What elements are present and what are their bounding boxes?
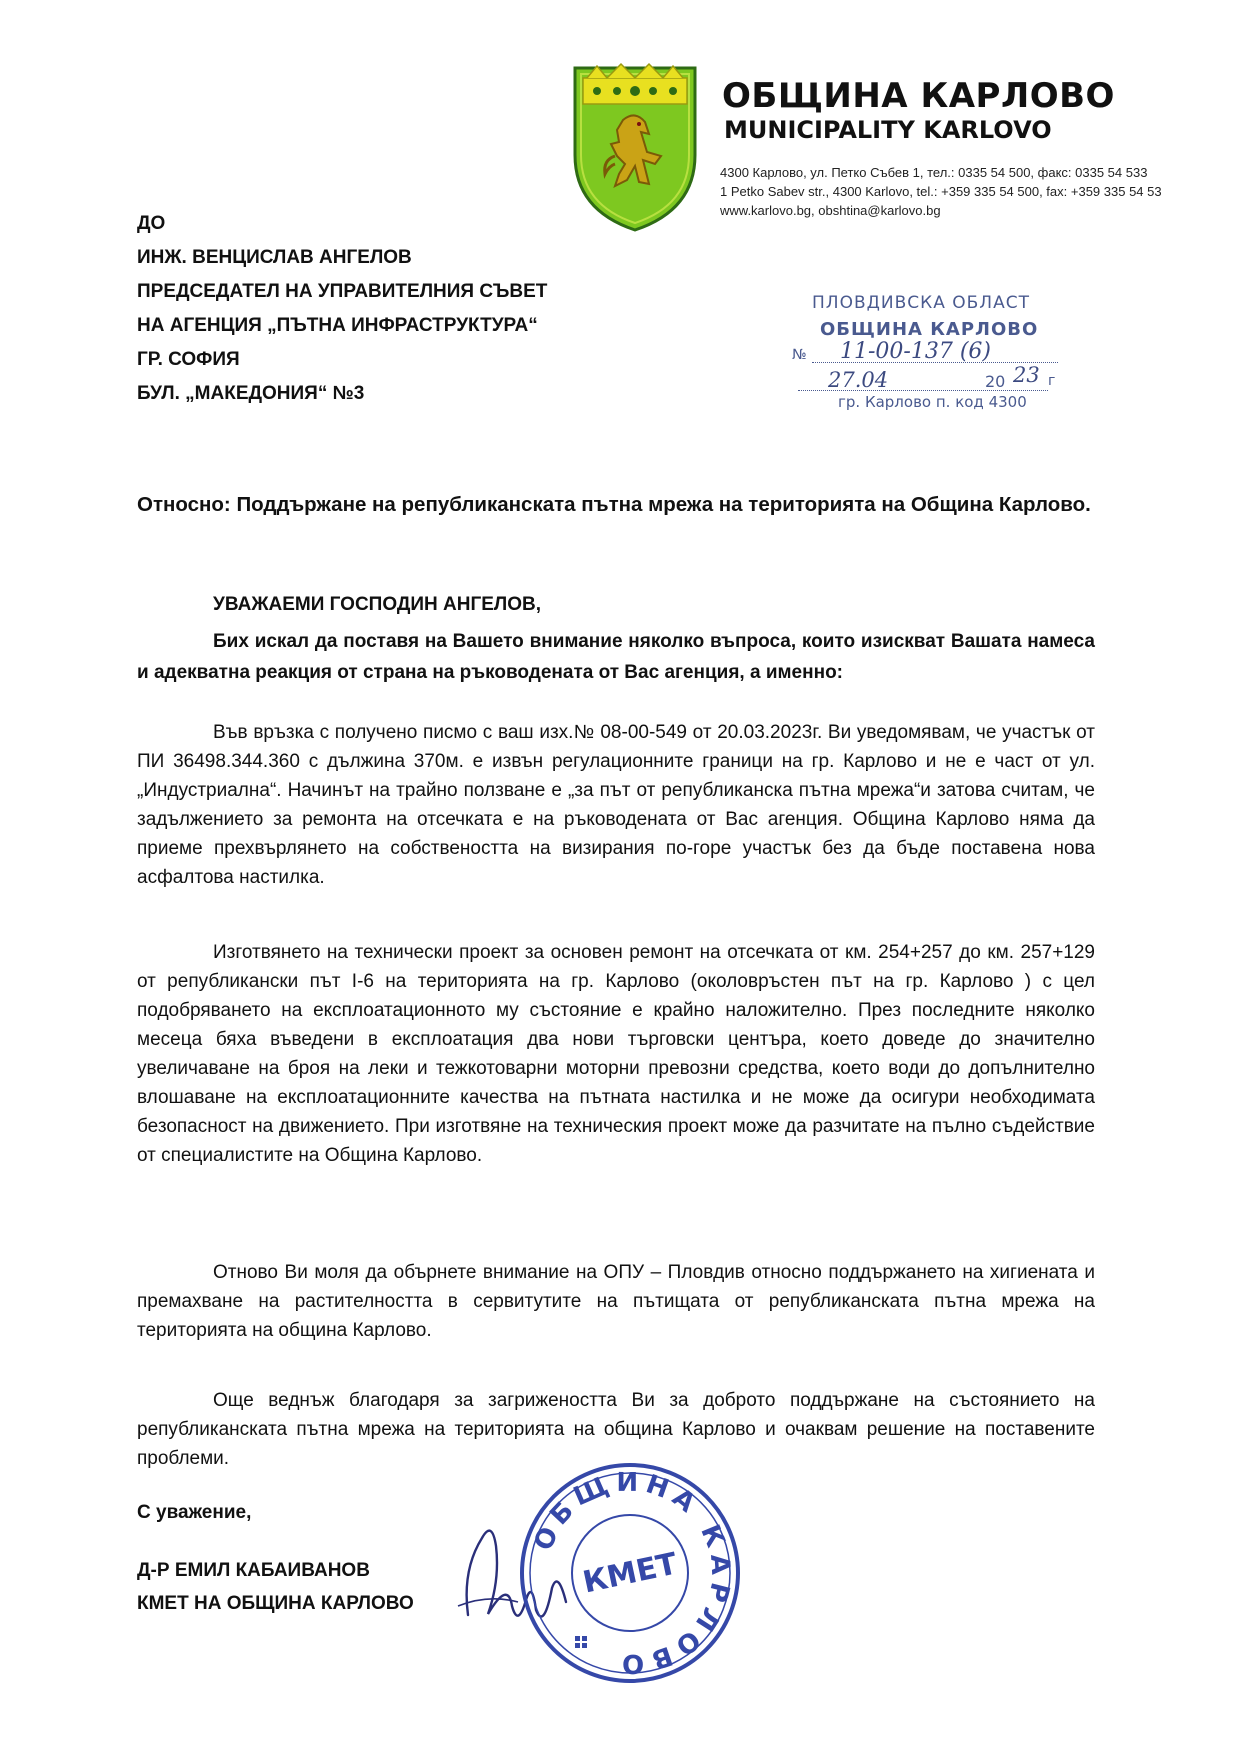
seal-center-text: КМЕТ (579, 1546, 681, 1601)
registration-stamp (780, 293, 1080, 418)
closing: С уважение, (137, 1502, 252, 1523)
recipient-name: ИНЖ. ВЕНЦИСЛАВ АНГЕЛОВ (137, 247, 412, 268)
stamp-city: гр. Карлово п. код 4300 (838, 393, 1027, 411)
signatory-name: Д-Р ЕМИЛ КАБАИВАНОВ (137, 1560, 370, 1581)
stamp-number-label: № (792, 347, 807, 363)
seal-ring-text: ОБЩИНА КАРЛОВО (528, 1467, 736, 1679)
body-paragraph-4: Още веднъж благодаря за загрижеността Ви за доброто поддържане на състоянието на републиканската пътна мрежа на територията на община Карлово и очаквам решение на поставените проблеми. (137, 1390, 1095, 1469)
stamp-date-handwritten: 27.04 (828, 368, 889, 392)
municipality-name-bg: ОБЩИНА КАРЛОВО (722, 76, 1115, 116)
stamp-region: ПЛОВДИВСКА ОБЛАСТ (812, 293, 1030, 313)
contact-line: www.karlovo.bg, obshtina@karlovo.bg (720, 203, 941, 218)
recipient-agency: НА АГЕНЦИЯ „ПЪТНА ИНФРАСТРУКТУРА“ (137, 315, 538, 336)
stamp-year-handwritten: 23 (1013, 363, 1040, 387)
stamp-year-unit: г (1048, 373, 1056, 389)
address-line-bg: 4300 Карлово, ул. Петко Събев 1, тел.: 0335 54 500, факс: 0335 54 533 (720, 165, 1148, 180)
recipient-position: ПРЕДСЕДАТЕЛ НА УПРАВИТЕЛНИЯ СЪВЕТ (137, 281, 548, 302)
coat-of-arms-icon (565, 60, 705, 235)
letter-subject: Относно: Поддържане на републиканската пътна мрежа на територията на Община Карлово. (137, 493, 1091, 516)
stamp-year-prefix: 20 (985, 372, 1006, 391)
stamp-office: ОБЩИНА КАРЛОВО (820, 319, 1039, 340)
signatory-title: КМЕТ НА ОБЩИНА КАРЛОВО (137, 1593, 414, 1614)
body-paragraph-1: Във връзка с получено писмо с ваш изх.№ 08-00-549 от 20.03.2023г. Ви уведомявам, че участък от ПИ 36498.344.360 с дължина 370м. е извън регулационните граници на гр. Карлово и не е част от ул. „Индустриална“. Начинът на трайно ползване е „за път от републиканска пътна мрежа“и затова считам, че задължението за ремонта на отсечката е на ръководената от Вас агенция. Община Карлово няма да приеме прехвърлянето на собствеността на визирания по-горе участък без да бъде поставена нова асфалтова настилка. (137, 722, 1095, 888)
recipient-block (137, 207, 547, 411)
intro-paragraph: Бих искал да поставя на Вашето внимание няколко въпроса, които изискват Вашата намеса и адекватна реакция от страна на ръководената от Вас агенция, а именно: (137, 631, 1095, 683)
recipient-address: БУЛ. „МАКЕДОНИЯ“ №3 (137, 383, 365, 404)
official-seal (515, 1458, 745, 1688)
municipality-name-en: MUNICIPALITY KARLOVO (724, 116, 1052, 144)
salutation: УВАЖАЕМИ ГОСПОДИН АНГЕЛОВ, (213, 594, 542, 615)
body-paragraph-3: Отново Ви моля да обърнете внимание на ОПУ – Пловдив относно поддържането на хигиената и премахване на растителността в сервитутите на пътищата от републиканската пътна мрежа на територията на община Карлово. (137, 1262, 1095, 1341)
stamp-number-handwritten: 11-00-137 (6) (840, 339, 992, 364)
address-line-en: 1 Petko Sabev str., 4300 Karlovo, tel.: +359 335 54 500, fax: +359 335 54 53 (720, 184, 1162, 199)
recipient-to: ДО (137, 213, 166, 234)
body-paragraph-2: Изготвянето на технически проект за основен ремонт на отсечката от км. 254+257 до км. 257+129 от републикански път I-6 на територията на гр. Карлово (околовръстен път на гр. Карлово ) с цел подобряването на експлоатационното му състояние е крайно наложително. През последните няколко месеца бяха въведени в експлоатация два нови търговски центъра, което доведе до значително увеличаване на броя на леки и тежкотоварни моторни превозни средства, което води до допълнително влошаване на експлоатационните качества на пътната настилка и не може да осигури необходимата безопасност на движението. При изготвяне на техническия проект може да разчитате на пълно съдействие от специалистите на Община Карлово. (137, 942, 1095, 1166)
recipient-city: ГР. СОФИЯ (137, 349, 240, 370)
